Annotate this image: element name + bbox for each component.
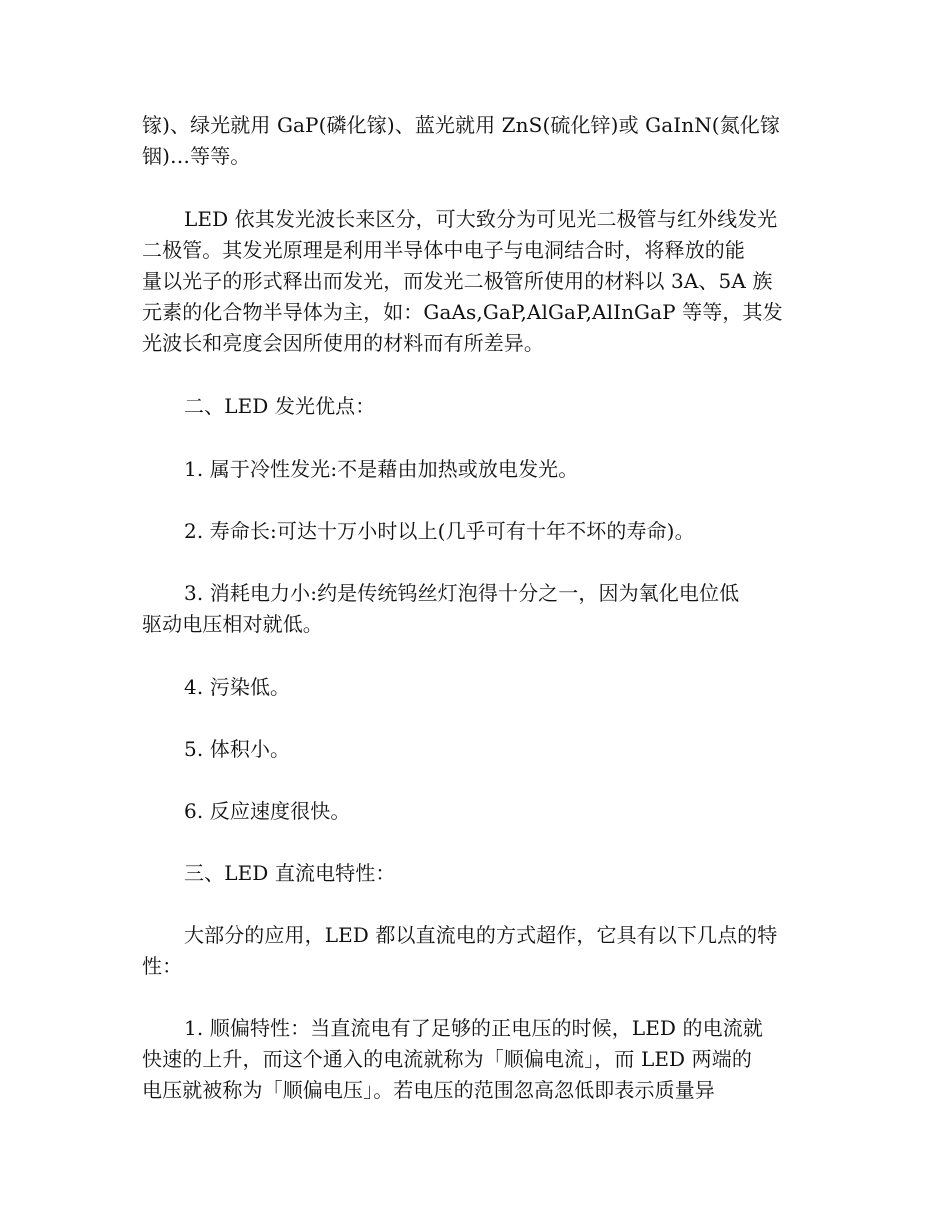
list-item: 1. 属于冷性发光:不是藉由加热或放电发光。 [184, 457, 579, 481]
text-line: 铟)…等等。 [142, 144, 251, 168]
list-item: 4. 污染低。 [184, 675, 291, 699]
section-heading-advantages: 二、LED 发光优点： [184, 394, 376, 418]
list-item: 5. 体积小。 [184, 737, 291, 761]
text-line: 量以光子的形式释出而发光，而发光二极管所使用的材料以 3A、5A 族 [142, 269, 773, 293]
text-line: 1. 顺偏特性：当直流电有了足够的正电压的时候，LED 的电流就 [184, 1016, 763, 1040]
text-line: 电压就被称为「顺偏电压」。若电压的范围忽高忽低即表示质量异 [142, 1078, 715, 1102]
section-heading-dc-characteristics: 三、LED 直流电特性： [184, 861, 396, 885]
text-line: 镓)、绿光就用 GaP(磷化镓)、蓝光就用 ZnS(硫化锌)或 GaInN(氮化镓 [142, 113, 781, 137]
text-line: 性： [142, 954, 183, 978]
text-line: 快速的上升，而这个通入的电流就称为「顺偏电流」，而 LED 两端的 [142, 1047, 752, 1071]
text-line: 元素的化合物半导体为主，如：GaAs,GaP,AlGaP,AlInGaP 等等，其发 [142, 300, 783, 324]
text-line: 光波长和亮度会因所使用的材料而有所差异。 [142, 331, 544, 355]
text-line: 驱动电压相对就低。 [142, 612, 323, 636]
text-line: LED 依其发光波长来区分，可大致分为可见光二极管与红外线发光 [184, 207, 778, 231]
text-line: 3. 消耗电力小:约是传统钨丝灯泡得十分之一，因为氧化电位低 [184, 581, 740, 605]
list-item: 6. 反应速度很快。 [184, 799, 351, 823]
list-item: 2. 寿命长:可达十万小时以上(几乎可有十年不坏的寿命)。 [184, 519, 695, 543]
text-line: 二极管。其发光原理是利用半导体中电子与电洞结合时，将释放的能 [142, 238, 745, 262]
text-line: 大部分的应用，LED 都以直流电的方式超作，它具有以下几点的特 [184, 923, 778, 947]
